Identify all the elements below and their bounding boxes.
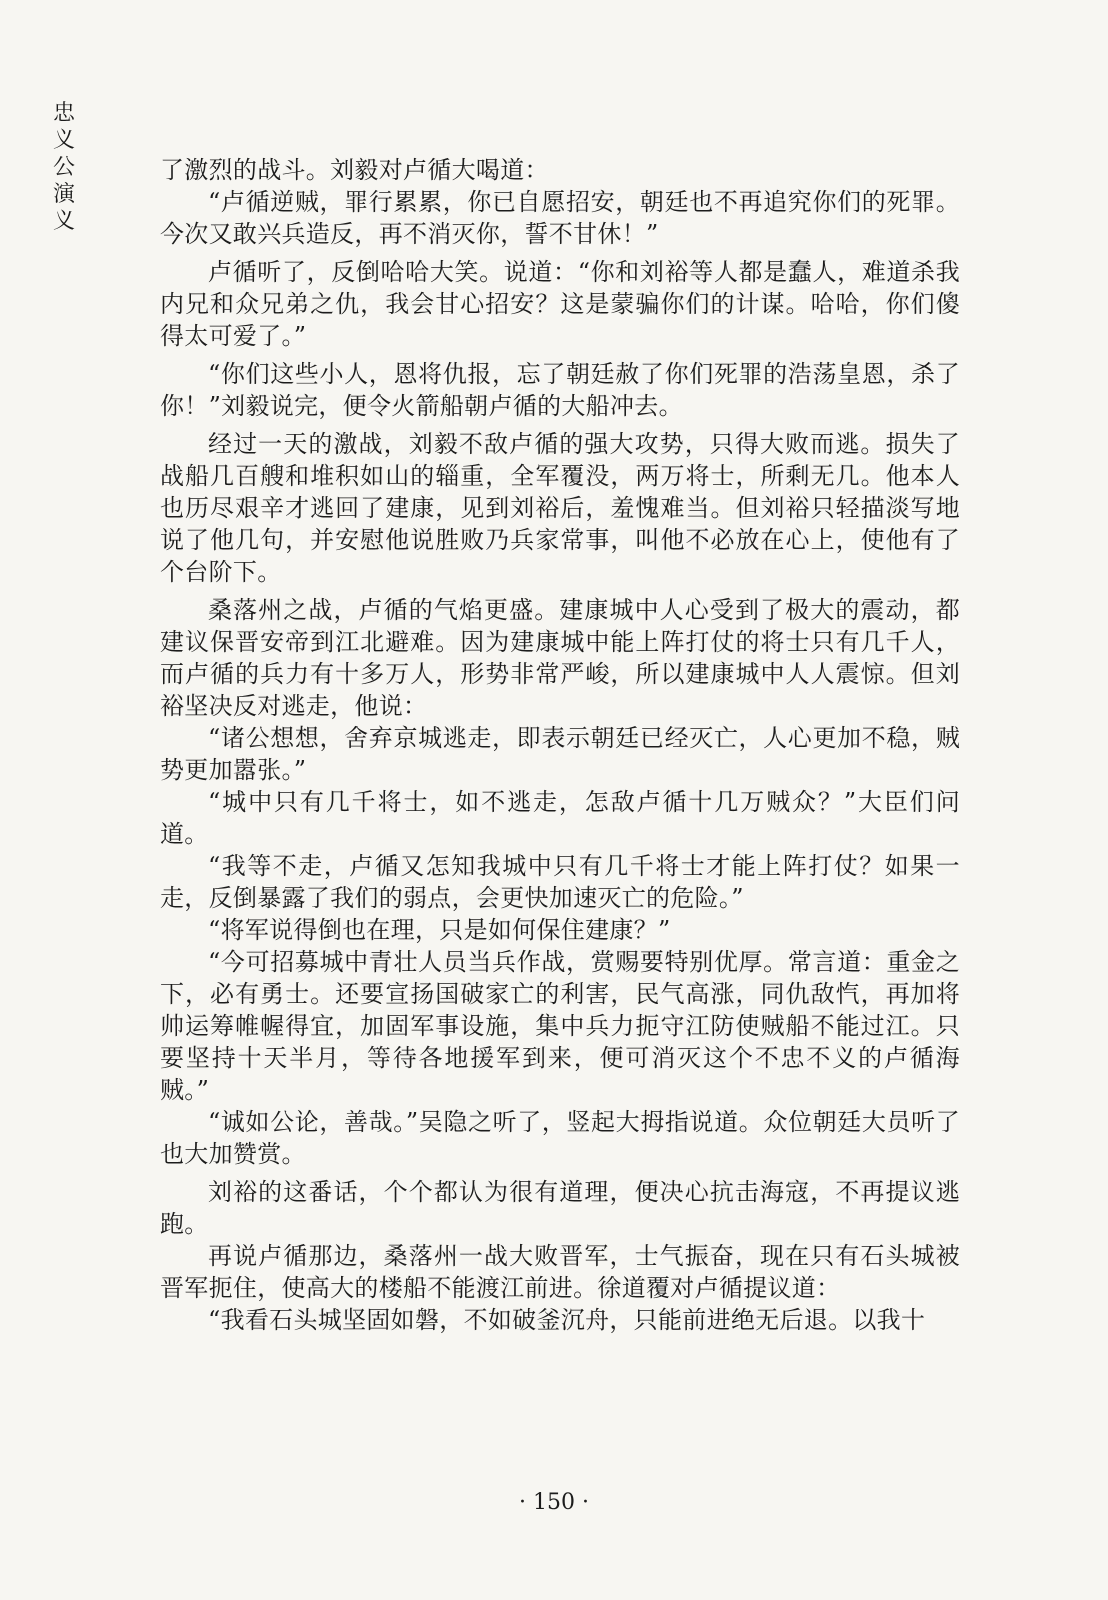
- paragraph-3: 卢循听了，反倒哈哈大笑。说道：“你和刘裕等人都是蠢人，难道杀我内兄和众兄弟之仇，我会甘心招安？这是蒙骗你们的计谋。哈哈，你们傻得太可爱了。”: [160, 258, 960, 350]
- paragraph-2: “卢循逆贼，罪行累累，你已自愿招安，朝廷也不再追究你们的死罪。今次又敢兴兵造反，再不消灭你，誓不甘休！”: [160, 188, 960, 248]
- page-number: · 150 ·: [519, 1490, 589, 1515]
- page-body-text: [160, 154, 960, 1336]
- paragraph-5: 经过一天的激战，刘毅不敌卢循的强大攻势，只得大败而逃。损失了战船几百艘和堆积如山的辎重，全军覆没，两万将士，所剩无几。他本人也历尽艰辛才逃回了建康，见到刘裕后，羞愧难当。但刘裕只轻描淡写地说了他几句，并安慰他说胜败乃兵家常事，叫他不必放在心上，使他有了个台阶下。: [160, 430, 960, 586]
- paragraph-15: “我看石头城坚固如磐，不如破釜沉舟，只能前进绝无后退。以我十: [208, 1306, 926, 1334]
- paragraph-8: “城中只有几千将士，如不逃走，怎敌卢循十几万贼众？”大臣们问道。: [160, 788, 960, 848]
- paragraph-4: “你们这些小人，恩将仇报，忘了朝廷赦了你们死罪的浩荡皇恩，杀了你！”刘毅说完，便令火箭船朝卢循的大船冲去。: [160, 360, 960, 420]
- paragraph-12: “诚如公论，善哉。”吴隐之听了，竖起大拇指说道。众位朝廷大员听了也大加赞赏。: [160, 1108, 960, 1168]
- running-head-book-title: 忠义公演义: [52, 101, 75, 234]
- paragraph-1: 了激烈的战斗。刘毅对卢循大喝道：: [160, 156, 549, 184]
- paragraph-13: 刘裕的这番话，个个都认为很有道理，便决心抗击海寇，不再提议逃跑。: [160, 1178, 960, 1238]
- paragraph-9: “我等不走，卢循又怎知我城中只有几千将士才能上阵打仗？如果一走，反倒暴露了我们的弱点，会更快加速灭亡的危险。”: [160, 852, 960, 912]
- paragraph-7: “诸公想想，舍弃京城逃走，即表示朝廷已经灭亡，人心更加不稳，贼势更加嚣张。”: [160, 724, 960, 784]
- paragraph-6: 桑落州之战，卢循的气焰更盛。建康城中人心受到了极大的震动，都建议保晋安帝到江北避难。因为建康城中能上阵打仗的将士只有几千人，而卢循的兵力有十多万人，形势非常严峻，所以建康城中人人震惊。但刘裕坚决反对逃走，他说：: [160, 596, 960, 720]
- paragraph-11: “今可招募城中青壮人员当兵作战，赏赐要特别优厚。常言道：重金之下，必有勇士。还要宣扬国破家亡的利害，民气高涨，同仇敌忾，再加将帅运筹帷幄得宜，加固军事设施，集中兵力扼守江防使贼船不能过江。只要坚持十天半月，等待各地援军到来，便可消灭这个不忠不义的卢循海贼。”: [160, 948, 960, 1104]
- paragraph-14: 再说卢循那边，桑落州一战大败晋军，士气振奋，现在只有石头城被晋军扼住，使高大的楼船不能渡江前进。徐道覆对卢循提议道：: [160, 1242, 960, 1302]
- paragraph-10: “将军说得倒也在理，只是如何保住建康？”: [208, 916, 671, 944]
